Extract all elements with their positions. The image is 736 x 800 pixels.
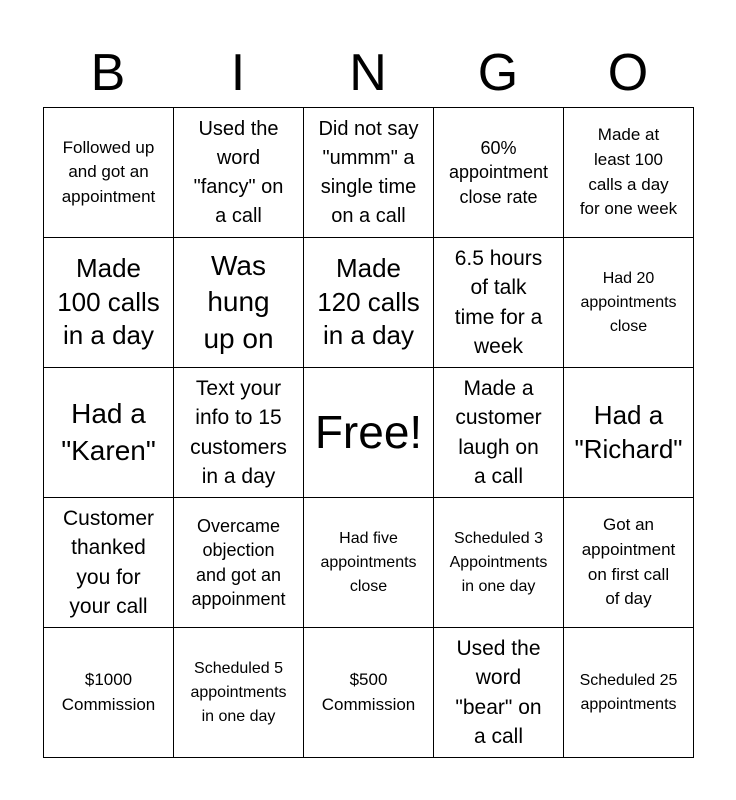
header-letter-n: N [349,44,387,102]
cell-text: Scheduled 3 Appointments in one day [449,529,548,595]
cell-text: $1000 Commission [61,669,156,714]
cell-text: Made a customer laugh on a call [455,376,542,488]
bingo-cell-r1-c1[interactable] [44,108,174,238]
header-letter-o: O [607,44,649,102]
bingo-cell-r3-c2[interactable] [174,368,304,498]
bingo-cell-r3-c5[interactable] [564,368,694,498]
bingo-cell-r1-c2[interactable] [174,108,304,238]
cell-text: Had 20 appointments close [580,269,677,335]
bingo-cell-r1-c5[interactable] [564,108,694,238]
header-letter-g: G [477,44,519,102]
header-letter-i: I [230,44,246,102]
cell-text: Used the word "bear" on a call [455,636,542,748]
cell-text: 60% appointment close rate [448,138,549,207]
bingo-cell-r2-c1[interactable] [44,238,174,368]
bingo-cell-free[interactable] [304,368,434,498]
bingo-grid [43,107,694,758]
cell-text: Overcame objection and got an appoinment [191,515,286,609]
bingo-cell-r5-c4[interactable] [434,628,564,758]
bingo-cell-r4-c2[interactable] [174,498,304,628]
cell-text: 6.5 hours of talk time for a week [454,246,543,358]
bingo-cell-r5-c1[interactable] [44,628,174,758]
cell-text: Text your info to 15 customers in a day [190,376,287,488]
bingo-cell-r2-c5[interactable] [564,238,694,368]
cell-text: $500 Commission [321,669,416,714]
cell-text: Was hung up on [203,249,274,354]
bingo-cell-r2-c4[interactable] [434,238,564,368]
bingo-cell-r2-c3[interactable] [304,238,434,368]
bingo-cell-r5-c5[interactable] [564,628,694,758]
bingo-cell-r1-c4[interactable] [434,108,564,238]
cell-text: Customer thanked you for your call [62,506,155,618]
bingo-cell-r4-c5[interactable] [564,498,694,628]
cell-text: Scheduled 5 appointments in one day [190,659,287,725]
cell-text: Did not say "ummm" a single time on a call [318,117,419,227]
header-letter-b: B [90,44,126,102]
bingo-cell-r1-c3[interactable] [304,108,434,238]
cell-text: Scheduled 25 appointments [579,671,678,713]
bingo-cell-r5-c2[interactable] [174,628,304,758]
cell-text: Had five appointments close [320,529,417,595]
bingo-cell-r4-c3[interactable] [304,498,434,628]
cell-text: Used the word "fancy" on a call [193,117,284,227]
cell-text: Had a "Karen" [61,398,156,466]
bingo-cell-r3-c4[interactable] [434,368,564,498]
bingo-header [43,40,693,106]
cell-text: Made 120 calls in a day [317,252,420,351]
bingo-cell-r2-c2[interactable] [174,238,304,368]
cell-text: Made at least 100 calls a day for one week [579,125,678,219]
bingo-cell-r3-c1[interactable] [44,368,174,498]
bingo-cell-r4-c4[interactable] [434,498,564,628]
free-space-label: Free! [314,406,423,459]
cell-text: Made 100 calls in a day [57,252,160,351]
cell-text: Followed up and got an appointment [61,137,156,206]
bingo-cell-r5-c3[interactable] [304,628,434,758]
bingo-cell-r4-c1[interactable] [44,498,174,628]
cell-text: Had a "Richard" [574,399,683,464]
cell-text: Got an appointment on first call of day [581,515,676,609]
